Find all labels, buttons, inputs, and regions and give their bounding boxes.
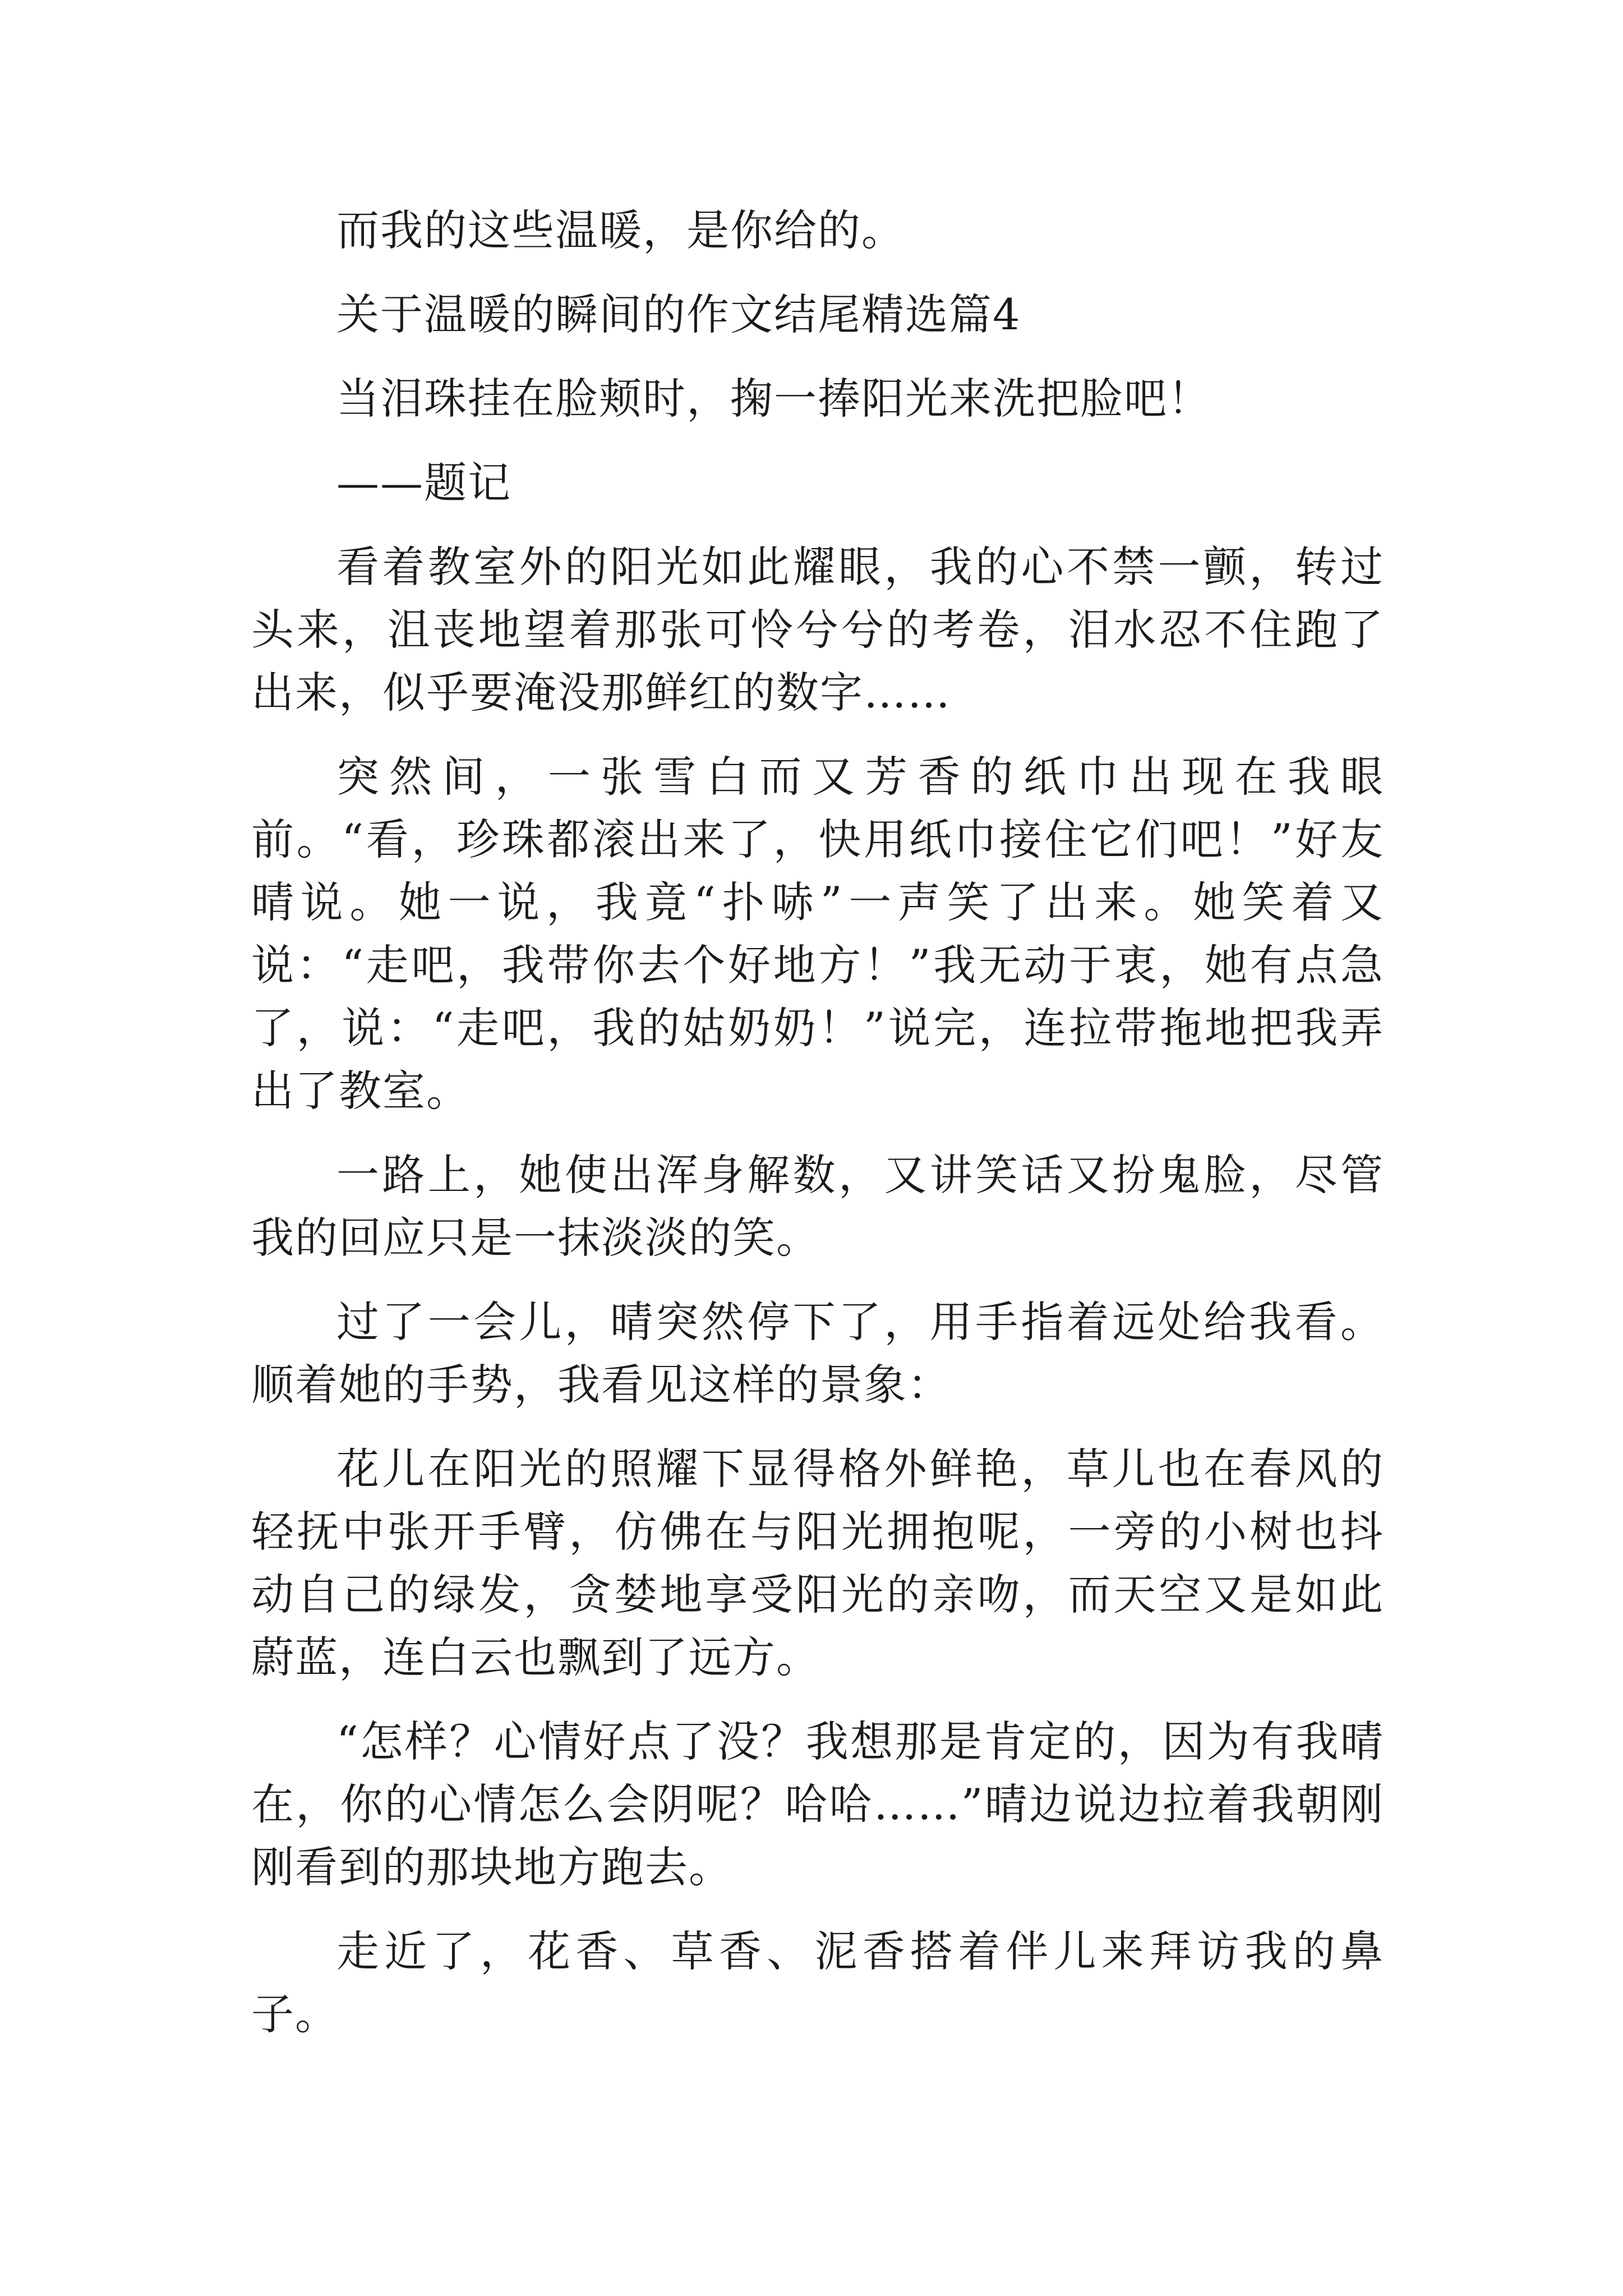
paragraph: 花儿在阳光的照耀下显得格外鲜艳，草儿也在春风的轻抚中张开手臂，仿佛在与阳光拥抱呢，一旁的小树也抖动自己的绿发，贪婪地享受阳光的亲吻，而天空又是如此蔚蓝，连白云也飘到了远方。 <box>251 1444 1384 1682</box>
epigraph-line: 当泪珠挂在脸颊时，掬一捧阳光来洗把脸吧！ <box>336 374 1211 424</box>
paragraph: 看着教室外的阳光如此耀眼，我的心不禁一颤，转过头来，沮丧地望着那张可怜兮兮的考卷，泪水忍不住跑了出来，似乎要淹没那鲜红的数字…… <box>251 542 1384 717</box>
document-body <box>251 199 1384 2067</box>
paragraph: “怎样？心情好点了没？我想那是肯定的，因为有我晴在，你的心情怎么会阴呢？哈哈……”晴边说边拉着我朝刚刚看到的那块地方跑去。 <box>251 1717 1384 1892</box>
section-heading: 关于温暖的瞬间的作文结尾精选篇4 <box>336 289 1021 339</box>
epigraph-attribution: ——题记 <box>336 458 511 508</box>
paragraph: 过了一会儿，晴突然停下了，用手指着远处给我看。顺着她的手势，我看见这样的景象： <box>251 1297 1384 1410</box>
paragraph: 走近了，花香、草香、泥香搭着伴儿来拜访我的鼻子。 <box>251 1926 1384 2039</box>
paragraph: 突然间，一张雪白而又芳香的纸巾出现在我眼前。“看，珍珠都滚出来了，快用纸巾接住它们吧！”好友晴说。她一说，我竟“扑哧”一声笑了出来。她笑着又说：“走吧，我带你去个好地方！”我无动于衷，她有点急了，说：“走吧，我的姑奶奶！”说完，连拉带拖地把我弄出了教室。 <box>251 752 1384 1116</box>
paragraph: 而我的这些温暖，是你给的。 <box>336 205 905 255</box>
paragraph: 一路上，她使出浑身解数，又讲笑话又扮鬼脸，尽管我的回应只是一抹淡淡的笑。 <box>251 1150 1384 1263</box>
